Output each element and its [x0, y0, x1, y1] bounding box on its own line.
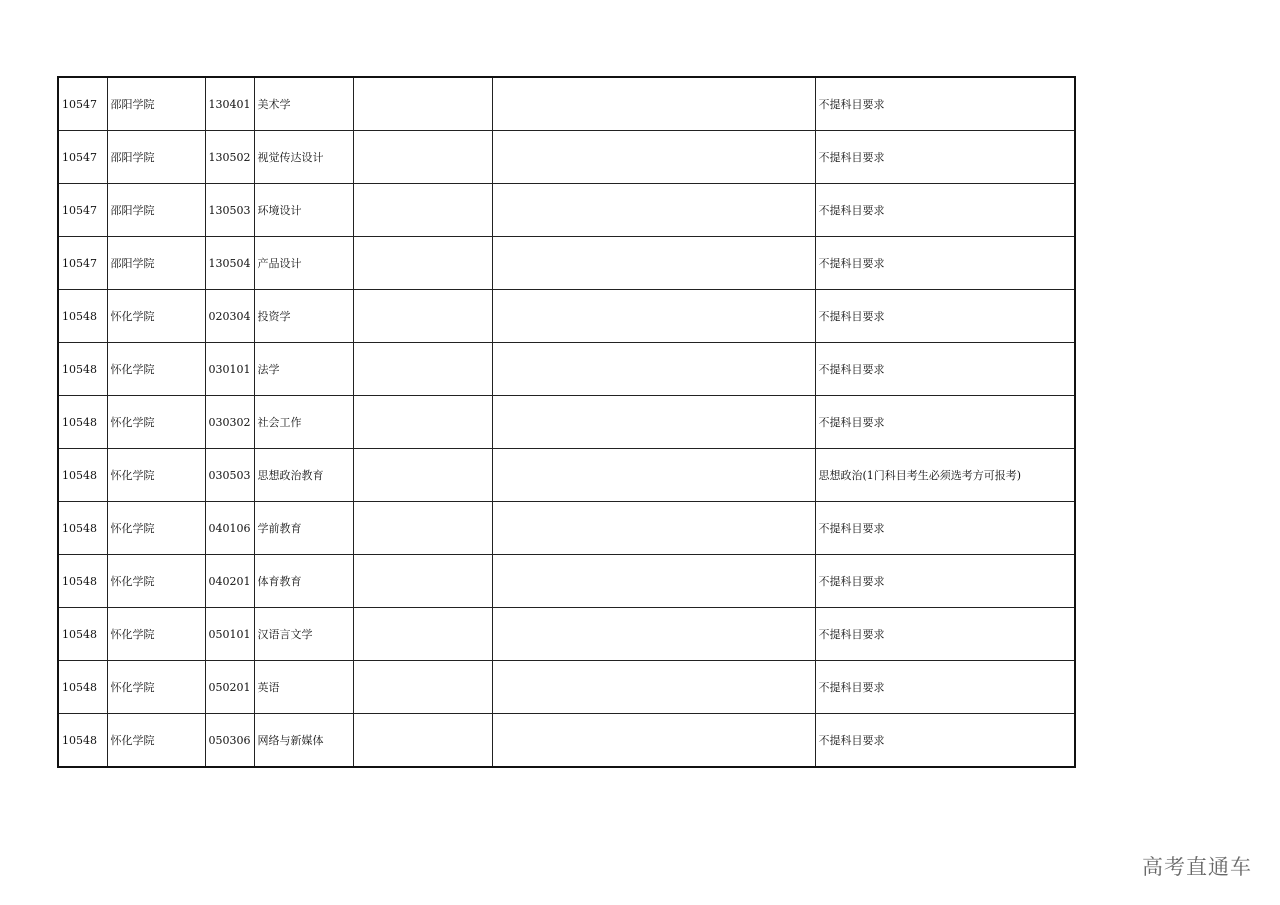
blank-cell-b: [492, 131, 815, 184]
blank-cell-b: [492, 343, 815, 396]
school-code-cell: 10548: [58, 290, 107, 343]
school-code-cell: 10548: [58, 396, 107, 449]
major-name-cell: 思想政治教育: [254, 449, 353, 502]
table-row: [58, 131, 1075, 184]
school-code-cell: 10548: [58, 608, 107, 661]
major-name-cell: 产品设计: [254, 237, 353, 290]
major-code-cell: 030503: [205, 449, 254, 502]
blank-cell-b: [492, 77, 815, 131]
blank-cell-b: [492, 184, 815, 237]
table-row: [58, 184, 1075, 237]
subject-requirement-cell: 不提科目要求: [815, 502, 1075, 555]
blank-cell-a: [353, 714, 492, 768]
school-code-cell: 10548: [58, 343, 107, 396]
school-name-cell: 怀化学院: [107, 714, 205, 768]
major-code-cell: 040201: [205, 555, 254, 608]
subject-requirement-cell: 不提科目要求: [815, 237, 1075, 290]
blank-cell-b: [492, 608, 815, 661]
school-name-cell: 怀化学院: [107, 502, 205, 555]
major-code-cell: 130503: [205, 184, 254, 237]
major-name-cell: 网络与新媒体: [254, 714, 353, 768]
school-code-cell: 10547: [58, 131, 107, 184]
major-name-cell: 视觉传达设计: [254, 131, 353, 184]
subject-requirement-cell: 不提科目要求: [815, 77, 1075, 131]
subject-requirement-cell: 不提科目要求: [815, 184, 1075, 237]
school-code-cell: 10548: [58, 555, 107, 608]
table-row: [58, 449, 1075, 502]
school-name-cell: 怀化学院: [107, 555, 205, 608]
blank-cell-a: [353, 343, 492, 396]
school-name-cell: 怀化学院: [107, 290, 205, 343]
subject-requirement-cell: 不提科目要求: [815, 343, 1075, 396]
blank-cell-b: [492, 396, 815, 449]
major-code-cell: 130504: [205, 237, 254, 290]
blank-cell-b: [492, 661, 815, 714]
school-name-cell: 怀化学院: [107, 608, 205, 661]
table-row: [58, 77, 1075, 131]
table-row: [58, 714, 1075, 768]
major-code-cell: 050306: [205, 714, 254, 768]
school-name-cell: 怀化学院: [107, 343, 205, 396]
subject-requirement-cell: 思想政治(1门科目考生必须选考方可报考): [815, 449, 1075, 502]
school-name-cell: 邵阳学院: [107, 184, 205, 237]
major-name-cell: 法学: [254, 343, 353, 396]
major-code-cell: 050201: [205, 661, 254, 714]
blank-cell-a: [353, 290, 492, 343]
major-name-cell: 环境设计: [254, 184, 353, 237]
major-code-cell: 020304: [205, 290, 254, 343]
major-code-cell: 130401: [205, 77, 254, 131]
table-row: [58, 608, 1075, 661]
major-code-cell: 030101: [205, 343, 254, 396]
blank-cell-a: [353, 396, 492, 449]
subject-requirement-cell: 不提科目要求: [815, 608, 1075, 661]
major-name-cell: 汉语言文学: [254, 608, 353, 661]
school-code-cell: 10548: [58, 661, 107, 714]
subject-requirement-cell: 不提科目要求: [815, 555, 1075, 608]
admission-requirements-table: [57, 76, 1076, 768]
school-code-cell: 10548: [58, 502, 107, 555]
table-row: [58, 290, 1075, 343]
blank-cell-a: [353, 502, 492, 555]
school-name-cell: 怀化学院: [107, 396, 205, 449]
subject-requirement-cell: 不提科目要求: [815, 131, 1075, 184]
school-name-cell: 邵阳学院: [107, 237, 205, 290]
blank-cell-a: [353, 237, 492, 290]
major-name-cell: 投资学: [254, 290, 353, 343]
major-code-cell: 050101: [205, 608, 254, 661]
table-row: [58, 343, 1075, 396]
blank-cell-b: [492, 449, 815, 502]
school-code-cell: 10548: [58, 449, 107, 502]
school-name-cell: 邵阳学院: [107, 131, 205, 184]
table-row: [58, 661, 1075, 714]
blank-cell-b: [492, 714, 815, 768]
blank-cell-b: [492, 502, 815, 555]
blank-cell-a: [353, 608, 492, 661]
blank-cell-a: [353, 449, 492, 502]
table-row: [58, 502, 1075, 555]
school-code-cell: 10547: [58, 184, 107, 237]
watermark-text: 高考直通车: [1142, 855, 1252, 879]
subject-requirement-cell: 不提科目要求: [815, 661, 1075, 714]
major-code-cell: 130502: [205, 131, 254, 184]
table-row: [58, 237, 1075, 290]
school-name-cell: 怀化学院: [107, 449, 205, 502]
blank-cell-a: [353, 131, 492, 184]
major-name-cell: 美术学: [254, 77, 353, 131]
school-code-cell: 10547: [58, 77, 107, 131]
blank-cell-b: [492, 290, 815, 343]
school-name-cell: 邵阳学院: [107, 77, 205, 131]
major-name-cell: 学前教育: [254, 502, 353, 555]
blank-cell-b: [492, 237, 815, 290]
major-name-cell: 社会工作: [254, 396, 353, 449]
blank-cell-a: [353, 555, 492, 608]
major-name-cell: 体育教育: [254, 555, 353, 608]
major-code-cell: 030302: [205, 396, 254, 449]
subject-requirement-cell: 不提科目要求: [815, 714, 1075, 768]
blank-cell-a: [353, 661, 492, 714]
major-code-cell: 040106: [205, 502, 254, 555]
blank-cell-b: [492, 555, 815, 608]
school-code-cell: 10548: [58, 714, 107, 768]
subject-requirement-cell: 不提科目要求: [815, 290, 1075, 343]
table-row: [58, 555, 1075, 608]
school-code-cell: 10547: [58, 237, 107, 290]
school-name-cell: 怀化学院: [107, 661, 205, 714]
subject-requirement-cell: 不提科目要求: [815, 396, 1075, 449]
blank-cell-a: [353, 184, 492, 237]
table-row: [58, 396, 1075, 449]
blank-cell-a: [353, 77, 492, 131]
major-name-cell: 英语: [254, 661, 353, 714]
